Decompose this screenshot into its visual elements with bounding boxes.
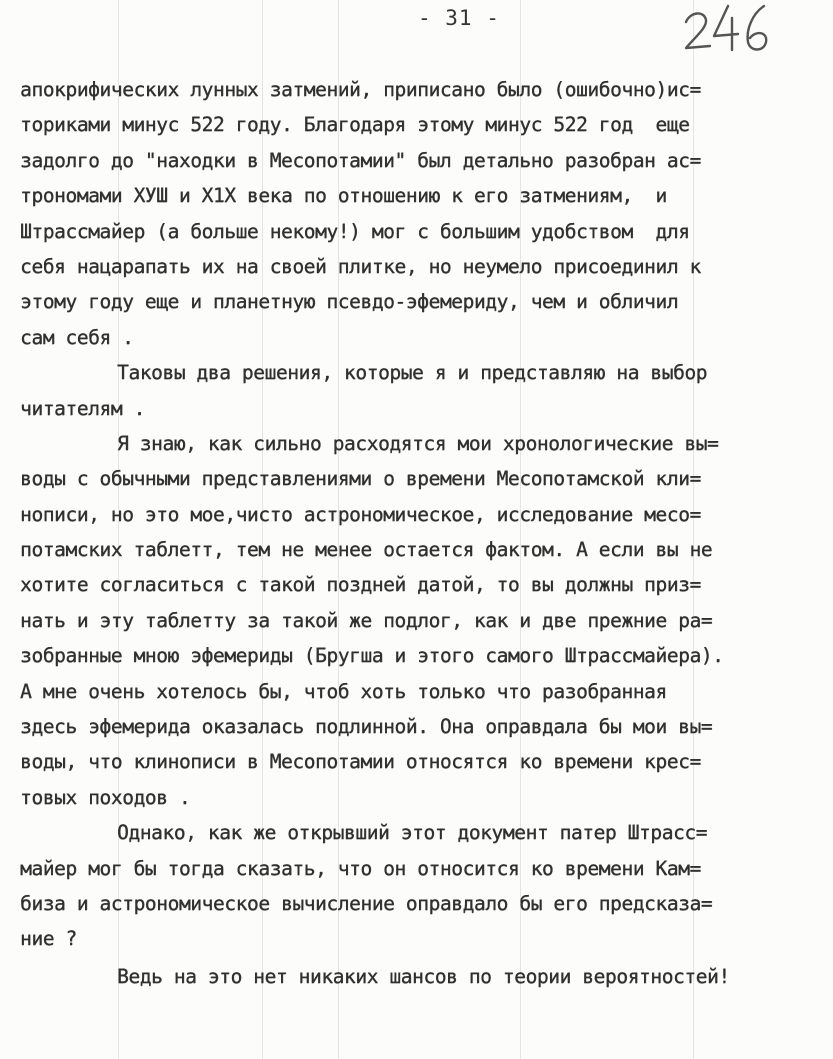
text-line: Таковы два решения, которые я и представляю на выбор <box>117 361 708 385</box>
text-line: воды, что клинописи в Месопотамии относятся ко времени крес= <box>20 750 701 774</box>
text-line: апокрифических лунных затмений, приписано было (ошибочно)ис= <box>20 78 701 101</box>
text-line: этому году еще и планетную псевдо-эфемериду, чем и обличил <box>20 290 679 314</box>
text-line: себя нацарапать их на своей плитке, но неумело присоединил к <box>20 254 701 278</box>
handwritten-folio-number <box>680 0 780 58</box>
text-line: Однако, как же открывший этот документ патер Штрасс= <box>117 821 708 845</box>
text-line: трономами ХУШ и Х1Х века по отношению к его затмениям, и <box>20 184 667 208</box>
text-line: читателям . <box>20 396 145 420</box>
text-line: Я знаю, как сильно расходятся мои хронологические вы= <box>117 431 719 455</box>
text-line: майер мог бы тогда сказать, что он относится ко времени Кам= <box>20 856 701 880</box>
text-line: здесь эфемерида оказалась подлинной. Она оправдала бы мои вы= <box>20 715 713 739</box>
text-line: нать и эту таблетту за такой же подлог, как и две прежние ра= <box>20 608 713 632</box>
text-line: сам себя . <box>20 325 134 349</box>
text-line: воды с обычными представлениями о времени Месопотамской кли= <box>20 467 701 491</box>
text-line: товых походов . <box>20 785 191 809</box>
text-line: биза и астрономическое вычисление оправдало бы его предсказа= <box>20 891 713 915</box>
text-line: потамских таблетт, тем не менее остается фактом. А если вы не <box>20 538 713 562</box>
text-line: ториками минус 522 году. Благодаря этому минус 522 год еще <box>20 113 690 137</box>
text-line: Ведь на это нет никаких шансов по теории вероятностей! <box>117 964 730 988</box>
text-line: Штрассмайер (а больше некому!) мог с большим удобством для <box>20 219 690 243</box>
text-line: задолго до "находки в Месопотамии" был детально разобран ас= <box>20 148 701 172</box>
text-line: ние ? <box>20 927 77 951</box>
text-line: нописи, но это мое,чисто астрономическое, исследование месо= <box>20 502 701 526</box>
text-line: хотите согласиться с такой поздней датой, то вы должны приз= <box>20 573 701 597</box>
document-body <box>20 72 830 994</box>
page-number: - 31 - <box>418 6 500 30</box>
text-line: зобранные мною эфемериды (Бругша и этого самого Штрассмайера). <box>20 644 724 668</box>
text-line: А мне очень хотелось бы, чтоб хоть только что разобранная <box>20 679 667 703</box>
